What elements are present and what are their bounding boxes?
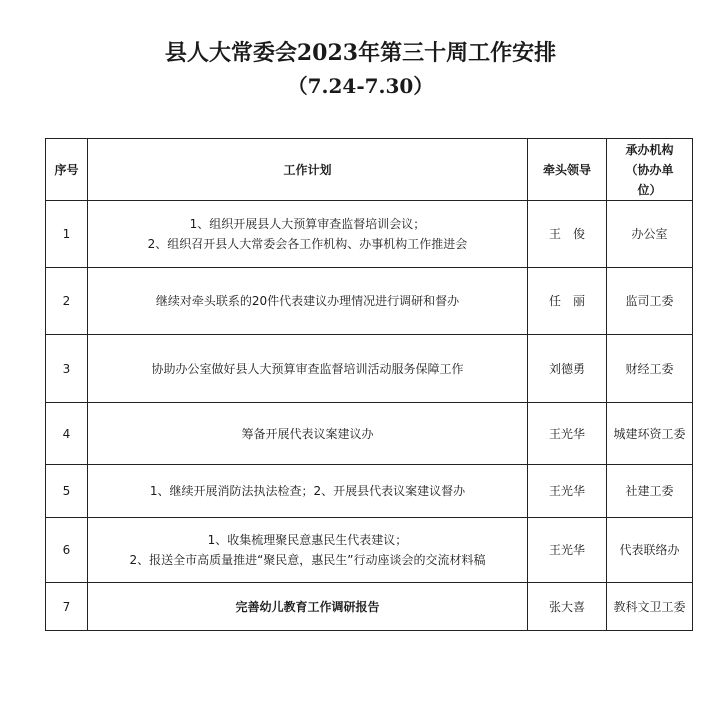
cell-lead: 刘德勇 [528,335,607,403]
table-row [46,465,693,518]
document-subtitle: （7.24-7.30） [287,74,434,98]
cell-org: 教科文卫工委 [607,583,693,631]
cell-plan [88,583,528,631]
header-seq: 序号 [46,139,88,201]
plan-line: 筹备开展代表议案建议办 [241,426,374,441]
cell-seq: 6 [46,518,88,583]
cell-plan [88,268,528,335]
table-header-row [46,139,693,201]
cell-plan [88,518,528,583]
cell-lead: 任 丽 [528,268,607,335]
cell-plan [88,335,528,403]
cell-seq: 2 [46,268,88,335]
header-org [607,139,693,201]
cell-seq: 5 [46,465,88,518]
cell-plan [88,403,528,465]
plan-line: 2、组织召开县人大常委会各工作机构、办事机构工作推进会 [147,237,468,251]
plan-line: 2、报送全市高质量推进“聚民意，惠民生”行动座谈会的交流材料稿 [129,553,486,567]
header-plan: 工作计划 [88,139,528,201]
header-org-line: （协办单 [625,162,674,177]
plan-line: 1、继续开展消防法执法检查；2、开展县代表议案建议督办 [149,484,466,498]
plan-line: 完善幼儿教育工作调研报告 [235,599,380,614]
plan-line: 继续对牵头联系的20件代表建议办理情况进行调研和督办 [155,294,460,308]
cell-lead: 王光华 [528,403,607,465]
cell-org: 办公室 [607,201,693,268]
cell-org: 代表联络办 [607,518,693,583]
plan-line: 协助办公室做好县人大预算审查监督培训活动服务保障工作 [151,361,464,376]
cell-plan [88,465,528,518]
cell-org: 社建工委 [607,465,693,518]
cell-lead: 王 俊 [528,201,607,268]
cell-seq: 4 [46,403,88,465]
header-org-line: 位） [637,182,662,197]
table-row [46,518,693,583]
table-row [46,335,693,403]
table-row [46,403,693,465]
cell-seq: 1 [46,201,88,268]
header-org-line: 承办机构 [625,142,674,157]
header-lead: 牵头领导 [528,139,607,201]
table-row [46,583,693,631]
plan-line: 1、收集梳理聚民意惠民生代表建议； [207,533,408,547]
table-row [46,268,693,335]
cell-org: 城建环资工委 [607,403,693,465]
cell-seq: 3 [46,335,88,403]
document-title: 县人大常委会2023年第三十周工作安排 [164,40,557,66]
cell-org: 财经工委 [607,335,693,403]
plan-line: 1、组织开展县人大预算审查监督培训会议； [189,217,426,231]
cell-lead: 张大喜 [528,583,607,631]
cell-plan [88,201,528,268]
cell-org: 监司工委 [607,268,693,335]
cell-lead: 王光华 [528,518,607,583]
table-row [46,201,693,268]
schedule-table [45,138,693,631]
cell-seq: 7 [46,583,88,631]
cell-lead: 王光华 [528,465,607,518]
